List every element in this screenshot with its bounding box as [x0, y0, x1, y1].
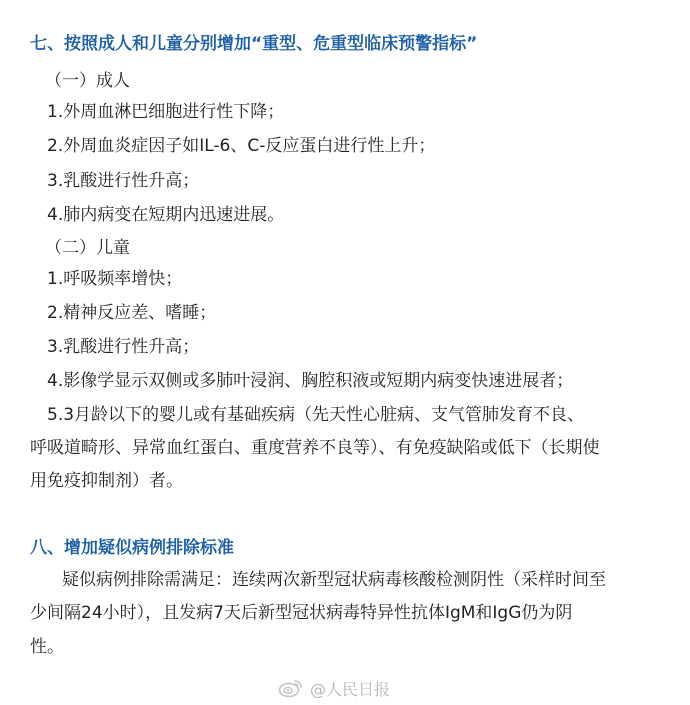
adult-item-3: 3.乳酸进行性升高； [47, 171, 200, 191]
watermark-text: @人民日报 [310, 679, 391, 699]
child-item-1: 1.呼吸频率增快； [47, 269, 183, 289]
section-8-body-line-3: 性。 [30, 637, 64, 657]
section-8-body-line-2: 少间隔24小时），且发病7天后新型冠状病毒特异性抗体IgM和IgG仍为阴 [30, 603, 573, 623]
child-item-3: 3.乳酸进行性升高； [47, 337, 200, 357]
adult-item-2: 2.外周血炎症因子如IL-6、C-反应蛋白进行性上升； [47, 136, 436, 156]
child-item-5-line-1: 5.3月龄以下的婴儿或有基础疾病（先天性心脏病、支气管肺发育不良、 [47, 405, 585, 425]
section-8-body-line-1: 疑似病例排除需满足：连续两次新型冠状病毒核酸检测阴性（采样时间至 [62, 570, 606, 590]
child-item-5-line-2: 呼吸道畸形、异常血红蛋白、重度营养不良等）、有免疫缺陷或低下（长期使 [30, 438, 600, 458]
child-item-5-line-3: 用免疫抑制剂）者。 [30, 471, 183, 491]
adult-item-1: 1.外周血淋巴细胞进行性下降； [47, 102, 285, 122]
child-subheading: （二）儿童 [45, 238, 130, 258]
adult-item-4: 4.肺内病变在短期内迅速进展。 [47, 205, 285, 225]
child-item-4: 4.影像学显示双侧或多肺叶浸润、胸腔积液或短期内病变快速进展者； [47, 371, 574, 391]
adult-subheading: （一）成人 [45, 71, 130, 91]
section-7-heading: 七、按照成人和儿童分别增加“重型、危重型临床预警指标” [30, 34, 478, 54]
section-8-heading: 八、增加疑似病例排除标准 [30, 538, 234, 558]
child-item-2: 2.精神反应差、嗜睡； [47, 303, 217, 323]
watermark [278, 676, 390, 700]
weibo-logo-icon [278, 677, 304, 699]
